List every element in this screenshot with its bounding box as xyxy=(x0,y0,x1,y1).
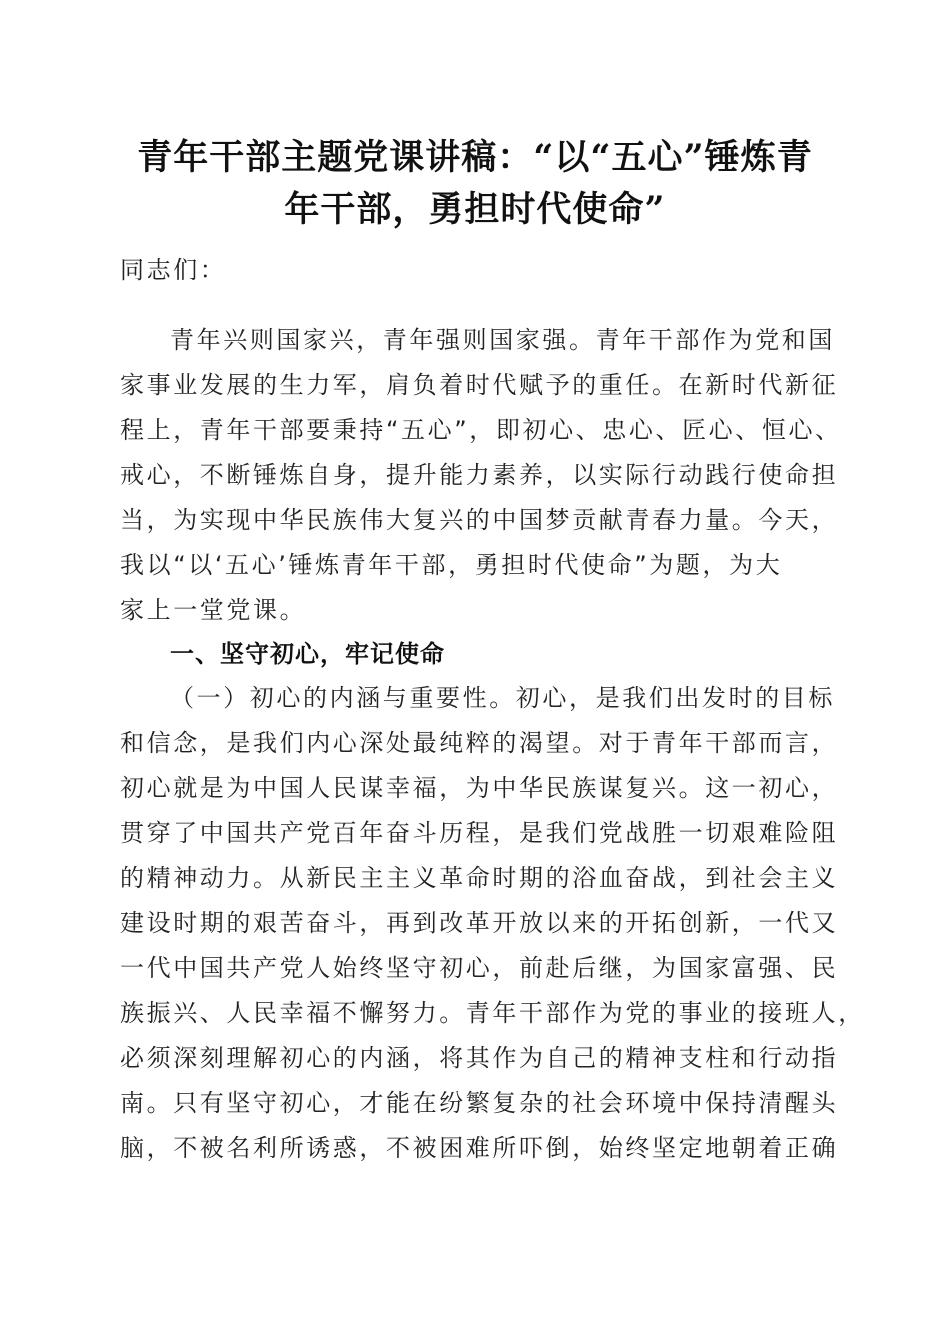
paragraph-line: 的精神动力。从新民主主义革命时期的浴血奋战，到社会主义 xyxy=(120,864,839,892)
paragraph-line: 初心就是为中国人民谋幸福，为中华民族谋复兴。这一初心， xyxy=(120,774,839,802)
paragraph-line: 和信念，是我们内心深处最纯粹的渴望。对于青年干部而言， xyxy=(120,729,839,757)
greeting xyxy=(120,248,830,293)
paragraph-line: 南。只有坚守初心，才能在纷繁复杂的社会环境中保持清醒头 xyxy=(120,1089,839,1117)
paragraph-line: 脑，不被名利所诱惑，不被困难所吓倒，始终坚定地朝着正确 xyxy=(120,1134,839,1162)
title-line-1: 青年干部主题党课讲稿：“以“五心”锤炼青 xyxy=(137,137,813,178)
document-title xyxy=(100,132,850,236)
paragraph-line: 一代中国共产党人始终坚守初心，前赴后继，为国家富强、民 xyxy=(120,954,839,982)
paragraph-line: 当，为实现中华民族伟大复兴的中国梦贡献青春力量。今天， xyxy=(120,506,839,534)
section-heading xyxy=(120,632,830,677)
paragraph-line: 青年兴则国家兴，青年强则国家强。青年干部作为党和国 xyxy=(170,326,835,354)
greeting-text: 同志们： xyxy=(120,256,227,284)
paragraph-line: （一）初心的内涵与重要性。初心，是我们出发时的目标 xyxy=(170,684,835,712)
paragraph-line: 程上，青年干部要秉持“五心”，即初心、忠心、匠心、恒心、 xyxy=(120,416,842,444)
paragraph-line: 族振兴、人民幸福不懈努力。青年干部作为党的事业的接班人， xyxy=(120,999,865,1027)
paragraph-line: 家事业发展的生力军，肩负着时代赋予的重任。在新时代新征 xyxy=(120,371,839,399)
paragraph-line: 建设时期的艰苦奋斗，再到改革开放以来的开拓创新，一代又 xyxy=(120,909,839,937)
paragraph-line: 戒心，不断锤炼自身，提升能力素养，以实际行动践行使命担 xyxy=(120,461,839,489)
paragraph-line: 贯穿了中国共产党百年奋斗历程，是我们党战胜一切艰难险阻 xyxy=(120,819,839,847)
paragraph-line: 必须深刻理解初心的内涵，将其作为自己的精神支柱和行动指 xyxy=(120,1044,839,1072)
paragraph-line: 家上一堂党课。 xyxy=(120,596,307,624)
paragraph-initial-mission xyxy=(120,676,865,1171)
title-line-2: 年干部，勇担时代使命” xyxy=(284,189,666,230)
paragraph-line: 我以“以‘五心’锤炼青年干部，勇担时代使命”为题，为大 xyxy=(120,551,783,579)
paragraph-intro xyxy=(120,318,842,633)
section-heading-text: 一、坚守初心，牢记使命 xyxy=(170,640,445,668)
